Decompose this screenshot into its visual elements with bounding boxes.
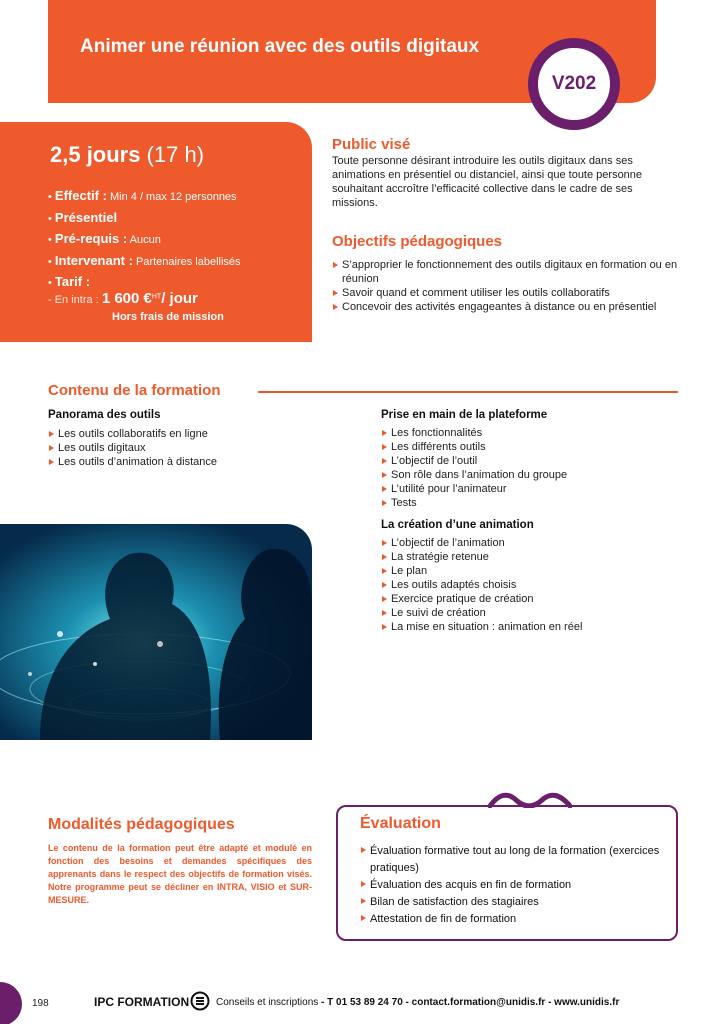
list-item: L’objectif de l’animation — [381, 536, 681, 550]
price-amount: 1 600 € — [101, 290, 152, 307]
panorama-title: Panorama des outils — [48, 409, 161, 421]
list-item: Son rôle dans l’animation du groupe — [381, 468, 681, 482]
price-line: - En intra : 1 600 €$^{HT}$/ jour — [48, 290, 198, 307]
page-tab — [0, 982, 22, 1024]
info-list — [48, 188, 241, 296]
course-title: Animer une réunion avec des outils digitaux — [80, 36, 480, 57]
panorama-list — [48, 427, 318, 469]
list-item: Attestation de fin de formation — [360, 911, 666, 928]
modalites-title: Modalités pédagogiques — [48, 816, 235, 833]
list-item: La mise en situation : animation en réel — [381, 620, 681, 634]
list-item: L’objectif de l’outil — [381, 454, 681, 468]
footer-brand: IPC FORMATION — [94, 995, 190, 1009]
contenu-title: Contenu de la formation — [48, 382, 221, 399]
list-item: Les outils adaptés choisis — [381, 578, 681, 592]
list-item: Le plan — [381, 564, 681, 578]
wave-decoration — [488, 788, 572, 808]
list-item: Savoir quand et comment utiliser les outils collaboratifs — [332, 286, 678, 300]
prise-title: Prise en main de la plateforme — [381, 409, 548, 421]
footer-contact: Conseils et inscriptions - T 01 53 89 24 70 - contact.formation@unidis.fr - www.unidis.fr — [216, 997, 620, 1008]
list-item: Bilan de satisfaction des stagiaires — [360, 894, 666, 911]
info-item: • Présentiel — [48, 209, 118, 225]
list-item: Les outils collaboratifs en ligne — [48, 427, 318, 441]
course-info-box — [0, 122, 312, 342]
list-item: Le suivi de création — [381, 606, 681, 620]
objectifs-title: Objectifs pédagogiques — [332, 233, 503, 250]
list-item: Les différents outils — [381, 440, 681, 454]
list-item: Évaluation des acquis en fin de formation — [360, 877, 666, 894]
list-item: Concevoir des activités engageantes à distance ou en présentiel — [332, 300, 678, 314]
list-item: Les outils digitaux — [48, 441, 318, 455]
illustration-photo — [0, 524, 312, 740]
list-item: Exercice pratique de création — [381, 592, 681, 606]
list-item: La stratégie retenue — [381, 550, 681, 564]
duration-days: 2,5 jours — [50, 142, 141, 167]
list-item: S’approprier le fonctionnement des outils digitaux en formation ou en réunion — [332, 258, 678, 286]
info-item: • Tarif : — [48, 274, 91, 289]
modalites-text: Le contenu de la formation peut être adapté et modulé en fonction des besoins et demandes spécifiques des apprenants dans le respect des objectifs de formation visés. Notre programme peut se décliner en INTRA, VISIO et SUR-MESURE. — [48, 843, 312, 905]
duration — [50, 142, 204, 168]
course-code: V202 — [551, 73, 597, 94]
public-title: Public visé — [332, 136, 411, 153]
info-item: • Pré-requis : Aucun — [48, 231, 161, 246]
public-text: Toute personne désirant introduire les outils digitaux dans ses animations en présentiel ou distanciel, ainsi que toute personne souhaitant accroître l’efficacité collective dans le cadre de ses missions. — [332, 155, 643, 209]
objectifs-list — [332, 258, 678, 314]
list-item: L’utilité pour l’animateur — [381, 482, 681, 496]
list-item: Les fonctionnalités — [381, 426, 681, 440]
evaluation-list — [360, 843, 666, 928]
list-item: Évaluation formative tout au long de la formation (exercices pratiques) — [360, 843, 666, 877]
list-item: Les outils d’animation à distance — [48, 455, 318, 469]
document-icon — [190, 991, 210, 1011]
prise-list — [381, 426, 681, 510]
page-number: 198 — [32, 998, 49, 1009]
divider — [258, 391, 678, 393]
price-note: Hors frais de mission — [112, 311, 224, 323]
creation-title: La création d’une animation — [381, 519, 534, 531]
course-code-badge — [528, 38, 620, 130]
duration-hours: (17 h) — [146, 142, 205, 167]
list-item: Tests — [381, 496, 681, 510]
creation-list — [381, 536, 681, 634]
evaluation-title: Évaluation — [360, 815, 441, 832]
info-item: • Intervenant : Partenaires labellisés — [48, 252, 241, 268]
info-item: • Effectif : Min 4 / max 12 personnes — [48, 188, 237, 203]
